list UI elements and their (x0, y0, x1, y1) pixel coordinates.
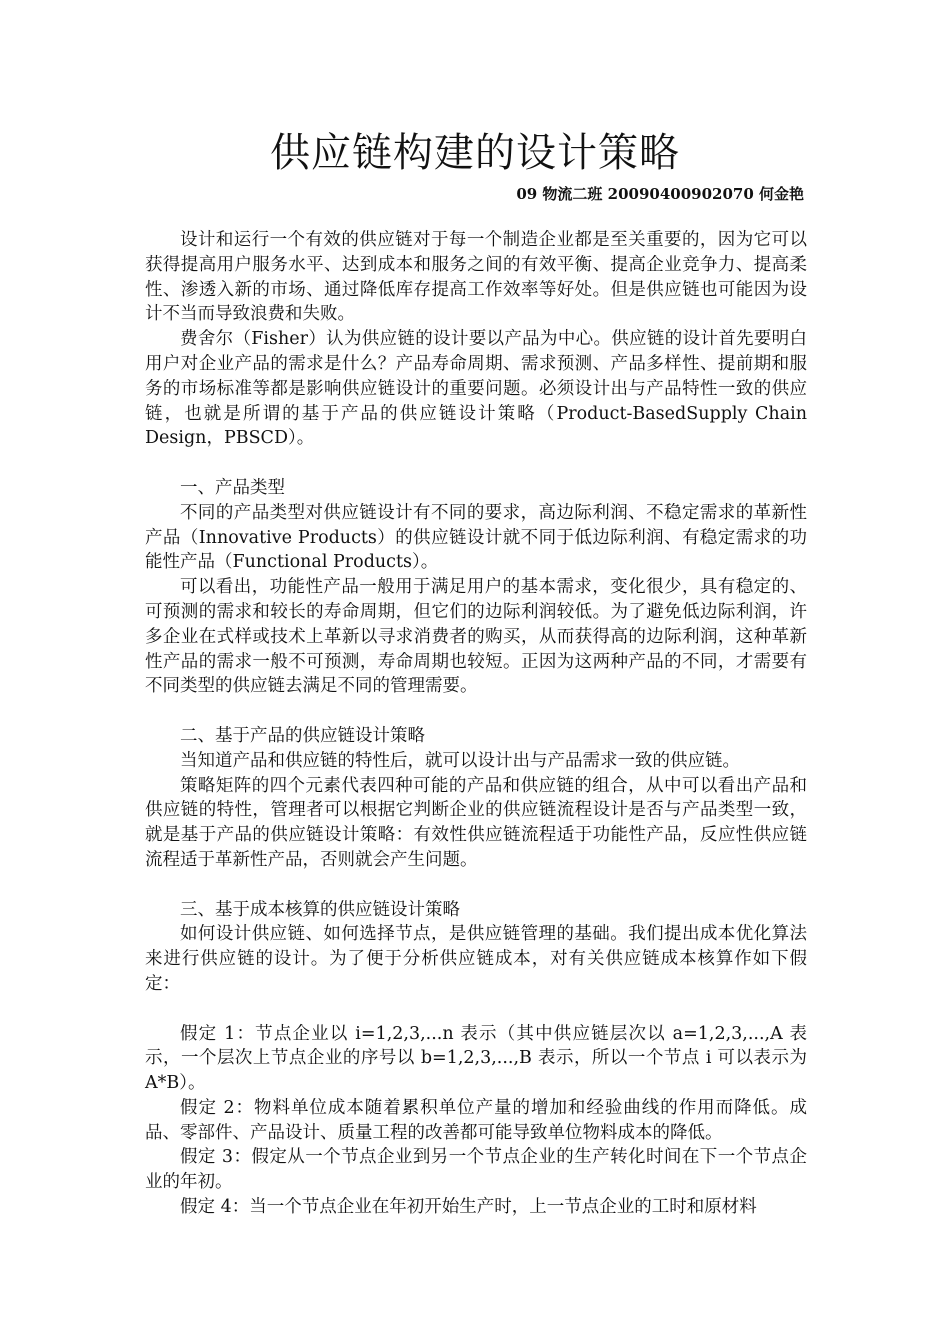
section-paragraph: 如何设计供应链、如何选择节点，是供应链管理的基础。我们提出成本优化算法来进行供应链的设计。为了便于分析供应链成本，对有关供应链成本核算作如下假定： (145, 924, 807, 994)
section-heading: 二、基于产品的供应链设计策略 (180, 725, 425, 746)
section-paragraph: 当知道产品和供应链的特性后，就可以设计出与产品需求一致的供应链。 (180, 750, 740, 771)
section-paragraph: 可以看出，功能性产品一般用于满足用户的基本需求，变化很少，具有稳定的、可预测的需求和较长的寿命周期，但它们的边际利润较低。为了避免低边际利润，许多企业在式样或技术上革新以寻求消费者的购买，从而获得高的边际利润，这种革新性产品的需求一般不可预测，寿命周期也较短。正因为这两种产品的不同，才需要有不同类型的供应链去满足不同的管理需要。 (145, 577, 807, 697)
section-paragraph: 策略矩阵的四个元素代表四种可能的产品和供应链的组合，从中可以看出产品和供应链的特性，管理者可以根据它判断企业的供应链流程设计是否与产品类型一致，就是基于产品的供应链设计策略：有效性供应链流程适于功能性产品，反应性供应链流程适于革新性产品，否则就会产生问题。 (145, 775, 807, 870)
intro-paragraph: 费舍尔（Fisher）认为供应链的设计要以产品为中心。供应链的设计首先要明白用户对企业产品的需求是什么？产品寿命周期、需求预测、产品多样性、提前期和服务的市场标准等都是影响供应链设计的重要问题。必须设计出与产品特性一致的供应链，也就是所谓的基于产品的供应链设计策略（Product-BasedSupply Chain Design，PBSCD）。 (145, 329, 807, 449)
document-title: 供应链构建的设计策略 (270, 130, 680, 176)
section-heading: 三、基于成本核算的供应链设计策略 (180, 899, 460, 920)
section-paragraph: 不同的产品类型对供应链设计有不同的要求，高边际利润、不稳定需求的革新性产品（Innovative Products）的供应链设计就不同于低边际利润、有稳定需求的功能性产品（Functional Products）。 (145, 502, 807, 573)
document-body (145, 228, 807, 1220)
assumption-paragraph: 假定 4：当一个节点企业在年初开始生产时，上一节点企业的工时和原材料 (180, 1197, 757, 1218)
author-line: 09 物流二班 20090400902070 何金艳 (516, 185, 804, 203)
assumption-paragraph: 假定 2：物料单位成本随着累积单位产量的增加和经验曲线的作用而降低。成品、零部件、产品设计、质量工程的改善都可能导致单位物料成本的降低。 (145, 1097, 807, 1143)
section-heading: 一、产品类型 (180, 477, 285, 498)
assumption-paragraph: 假定 3：假定从一个节点企业到另一个节点企业的生产转化时间在下一个节点企业的年初。 (145, 1147, 807, 1193)
intro-paragraph: 设计和运行一个有效的供应链对于每一个制造企业都是至关重要的，因为它可以获得提高用户服务水平、达到成本和服务之间的有效平衡、提高企业竞争力、提高柔性、渗透入新的市场、通过降低库存提高工作效率等好处。但是供应链也可能因为设计不当而导致浪费和失败。 (145, 230, 807, 325)
assumption-paragraph: 假定 1：节点企业以 i=1,2,3,...n 表示（其中供应链层次以 a=1,2,3,...,A 表示，一个层次上节点企业的序号以 b=1,2,3,...,B 表示，所以一个节点 i 可以表示为A*B）。 (145, 1023, 807, 1094)
